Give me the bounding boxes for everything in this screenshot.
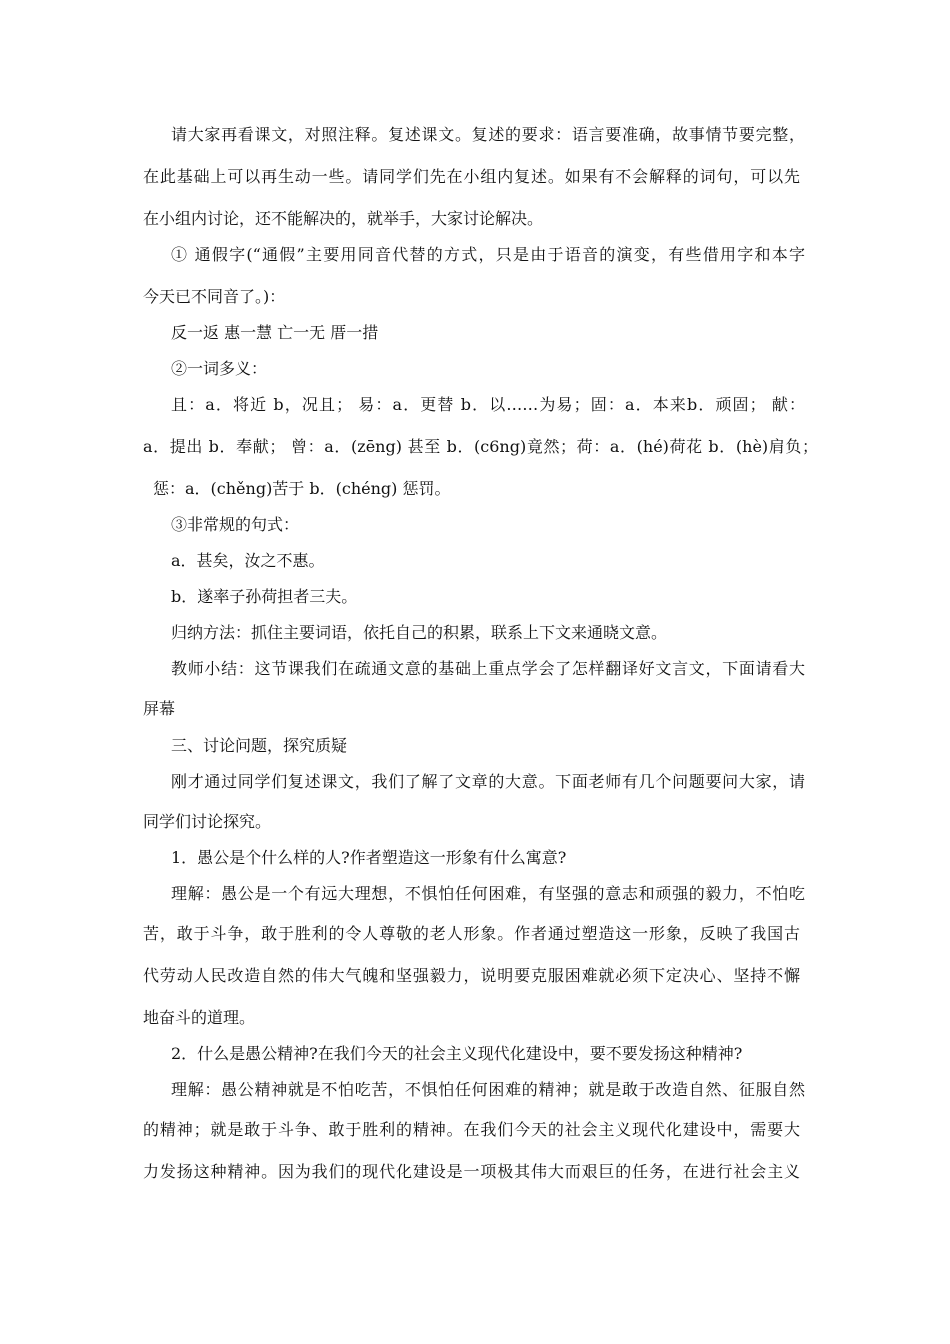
paragraph-line: a．提出 b．奉献； 曾：a．(zēng) 甚至 b．(c6ng)竟然；荷：a．(hé)荷花 b．(hè)肩负； bbox=[143, 437, 818, 456]
paragraph-line: 屏幕 bbox=[143, 699, 176, 718]
paragraph-line: a．甚矣，汝之不惠。 bbox=[171, 551, 325, 570]
paragraph-line: 苦，敢于斗争，敢于胜利的令人尊敬的老人形象。作者通过塑造这一形象，反映了我国古 bbox=[143, 924, 800, 943]
paragraph-line: 请大家再看课文，对照注释。复述课文。复述的要求：语言要准确，故事情节要完整， bbox=[171, 125, 805, 144]
paragraph-line: 教师小结：这节课我们在疏通文意的基础上重点学会了怎样翻译好文言文，下面请看大 bbox=[171, 659, 805, 678]
paragraph-line: 的精神；就是敢于斗争、敢于胜利的精神。在我们今天的社会主义现代化建设中，需要大 bbox=[143, 1120, 800, 1139]
list-heading: ②一词多义： bbox=[171, 359, 268, 378]
paragraph-line: 同学们讨论探究。 bbox=[143, 812, 272, 831]
paragraph-line: 在此基础上可以再生动一些。请同学们先在小组内复述。如果有不会解释的词句，可以先 bbox=[143, 167, 800, 186]
list-heading: ③非常规的句式： bbox=[171, 515, 300, 534]
paragraph-line: ① 通假字(“通假”主要用同音代替的方式，只是由于语音的演变，有些借用字和本字 bbox=[171, 245, 805, 264]
document-page bbox=[143, 0, 818, 1344]
paragraph-line: 力发扬这种精神。因为我们的现代化建设是一项极其伟大而艰巨的任务，在进行社会主义 bbox=[143, 1162, 800, 1181]
paragraph-line: 今天已不同音了。)： bbox=[143, 287, 286, 306]
paragraph-line: 在小组内讨论，还不能解决的，就举手，大家讨论解决。 bbox=[143, 209, 544, 228]
question-line: 1．愚公是个什么样的人?作者塑造这一形象有什么寓意? bbox=[171, 848, 567, 867]
paragraph-line: 且：a．将近 b，况且； 易：a．更替 b．以……为易；固：a．本来b．顽固； 献： bbox=[171, 395, 805, 414]
paragraph-line: 反一返 惠一慧 亡一无 厝一措 bbox=[171, 323, 379, 342]
paragraph-line: 归纳方法：抓住主要词语，依托自己的积累，联系上下文来通晓文意。 bbox=[171, 623, 668, 642]
paragraph-line: 地奋斗的道理。 bbox=[143, 1008, 256, 1027]
paragraph-line: b．遂率子孙荷担者三夫。 bbox=[171, 587, 358, 606]
paragraph-line: 理解：愚公精神就是不怕吃苦，不惧怕任何困难的精神；就是敢于改造自然、征服自然 bbox=[171, 1080, 805, 1099]
paragraph-line: 惩：a．(chěng)苦于 b．(chéng) 惩罚。 bbox=[153, 479, 451, 498]
section-heading: 三、讨论问题，探究质疑 bbox=[171, 736, 348, 755]
question-line: 2．什么是愚公精神?在我们今天的社会主义现代化建设中，要不要发扬这种精神? bbox=[171, 1044, 743, 1063]
paragraph-line: 刚才通过同学们复述课文，我们了解了文章的大意。下面老师有几个问题要问大家，请 bbox=[171, 772, 805, 791]
paragraph-line: 代劳动人民改造自然的伟大气魄和坚强毅力，说明要克服困难就必须下定决心、坚持不懈 bbox=[143, 966, 800, 985]
paragraph-line: 理解：愚公是一个有远大理想，不惧怕任何困难，有坚强的意志和顽强的毅力，不怕吃 bbox=[171, 884, 805, 903]
